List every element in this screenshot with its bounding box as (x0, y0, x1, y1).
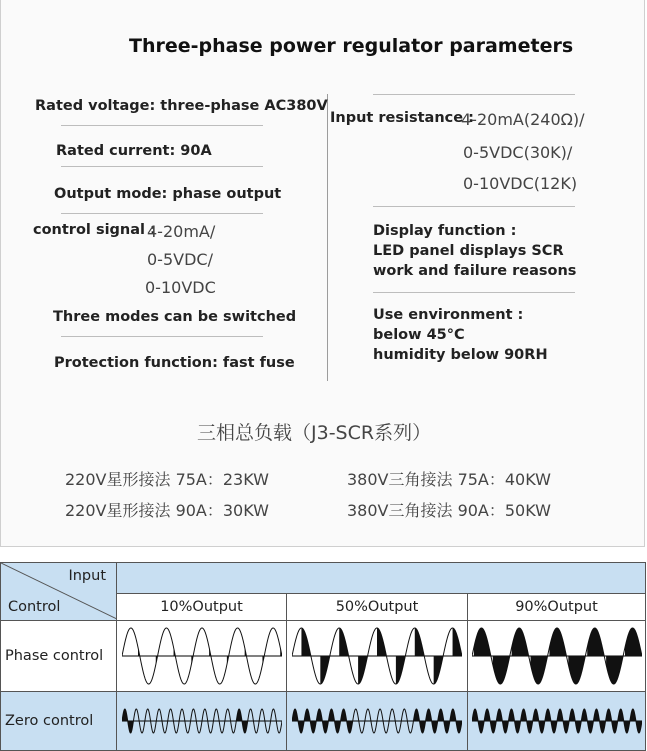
column-header: 10%Output (117, 594, 287, 621)
input-resistance-value: 0-5VDC(30K)/ (463, 143, 573, 162)
column-header: 90%Output (468, 594, 646, 621)
divider (373, 94, 575, 95)
corner-top-label: Input (68, 568, 106, 584)
rated-current: Rated current: 90A (56, 143, 212, 159)
page-title: Three-phase power regulator parameters (129, 35, 574, 57)
phase-waveform-90 (472, 625, 642, 687)
load-value: 380V三角接法 90A：50KW (347, 501, 551, 520)
control-comparison-table (0, 562, 646, 751)
table-row (1, 692, 646, 751)
table-row (1, 621, 646, 692)
load-value: 220V星形接法 90A：30KW (65, 501, 269, 520)
waveform-cell (117, 692, 287, 751)
control-signal-value: 4-20mA/ (147, 222, 216, 241)
load-value: 220V星形接法 75A：23KW (65, 470, 269, 489)
table-header-row (1, 563, 646, 594)
waveform-cell (117, 621, 287, 692)
waveform-cell (287, 621, 468, 692)
row-label: Zero control (1, 692, 117, 751)
divider (61, 336, 263, 337)
zero-waveform-10 (122, 706, 282, 736)
load-value: 380V三角接法 75A：40KW (347, 470, 551, 489)
control-signal-value: 0-5VDC/ (147, 250, 213, 269)
corner-bottom-label: Control (8, 599, 61, 615)
input-resistance-value: 4-20mA(240Ω)/ (461, 110, 585, 129)
display-function-line: LED panel displays SCR (373, 243, 564, 259)
waveform-cell (468, 621, 646, 692)
waveform-cell (468, 692, 646, 751)
zero-waveform-50 (292, 706, 462, 736)
use-environment-line: humidity below 90RH (373, 347, 548, 363)
corner-cell (1, 563, 117, 621)
rated-voltage: Rated voltage: three-phase AC380V (35, 98, 328, 114)
load-title: 三相总负载（J3-SCR系列） (197, 422, 432, 444)
divider (373, 292, 575, 293)
zero-waveform-90 (472, 706, 642, 736)
display-function-label: Display function : (373, 223, 517, 239)
control-signal-value: 0-10VDC (145, 278, 216, 297)
output-mode: Output mode: phase output (54, 186, 282, 202)
divider (61, 166, 263, 167)
column-header: 50%Output (287, 594, 468, 621)
header-band (117, 563, 646, 594)
row-label: Phase control (1, 621, 117, 692)
input-resistance-value: 0-10VDC(12K) (463, 174, 578, 193)
use-environment-line: below 45°C (373, 327, 465, 343)
modes-switch: Three modes can be switched (53, 309, 297, 325)
protection-function: Protection function: fast fuse (54, 355, 295, 371)
waveform-cell (287, 692, 468, 751)
use-environment-label: Use environment : (373, 307, 524, 323)
phase-waveform-10 (122, 625, 282, 687)
divider (61, 213, 263, 214)
divider (61, 125, 263, 126)
display-function-line: work and failure reasons (373, 263, 577, 279)
input-resistance-label: Input resistance : (330, 110, 474, 126)
phase-waveform-50 (292, 625, 462, 687)
control-signal-label: control signal : (33, 222, 156, 238)
center-divider (327, 94, 328, 381)
divider (373, 206, 575, 207)
